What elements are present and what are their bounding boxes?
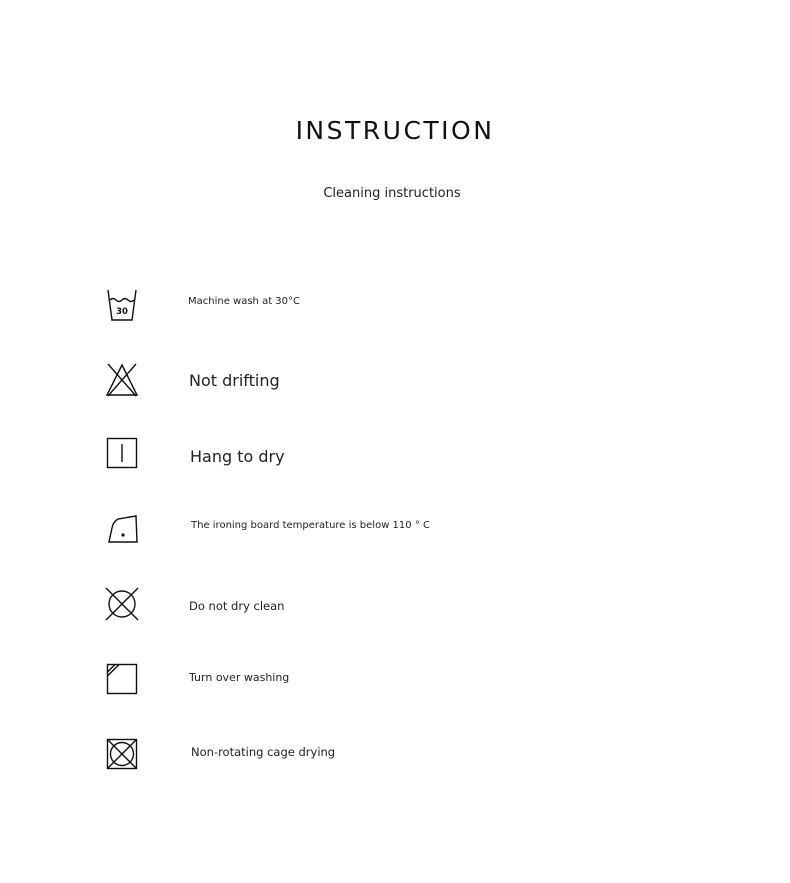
- item-label: Turn over washing: [189, 671, 290, 684]
- page-subtitle: Cleaning instructions: [323, 186, 461, 201]
- page-title: INSTRUCTION: [295, 116, 495, 145]
- dry-in-shade-icon: [104, 661, 140, 697]
- wash-30-icon: [104, 288, 140, 324]
- item-label: The ironing board temperature is below 110 ° C: [191, 520, 430, 531]
- item-label: Non-rotating cage drying: [191, 745, 336, 759]
- iron-low-heat-icon: [104, 508, 140, 544]
- item-label: Machine wash at 30°C: [188, 296, 301, 307]
- item-label: Hang to dry: [190, 447, 285, 466]
- do-not-bleach-icon: [104, 362, 140, 398]
- item-label: Do not dry clean: [189, 599, 285, 613]
- do-not-dry-clean-icon: [104, 586, 140, 622]
- hang-dry-icon: [104, 436, 140, 472]
- wash-temperature-text: 30: [116, 307, 128, 317]
- do-not-tumble-dry-icon: [104, 736, 140, 772]
- item-label: Not drifting: [189, 371, 280, 390]
